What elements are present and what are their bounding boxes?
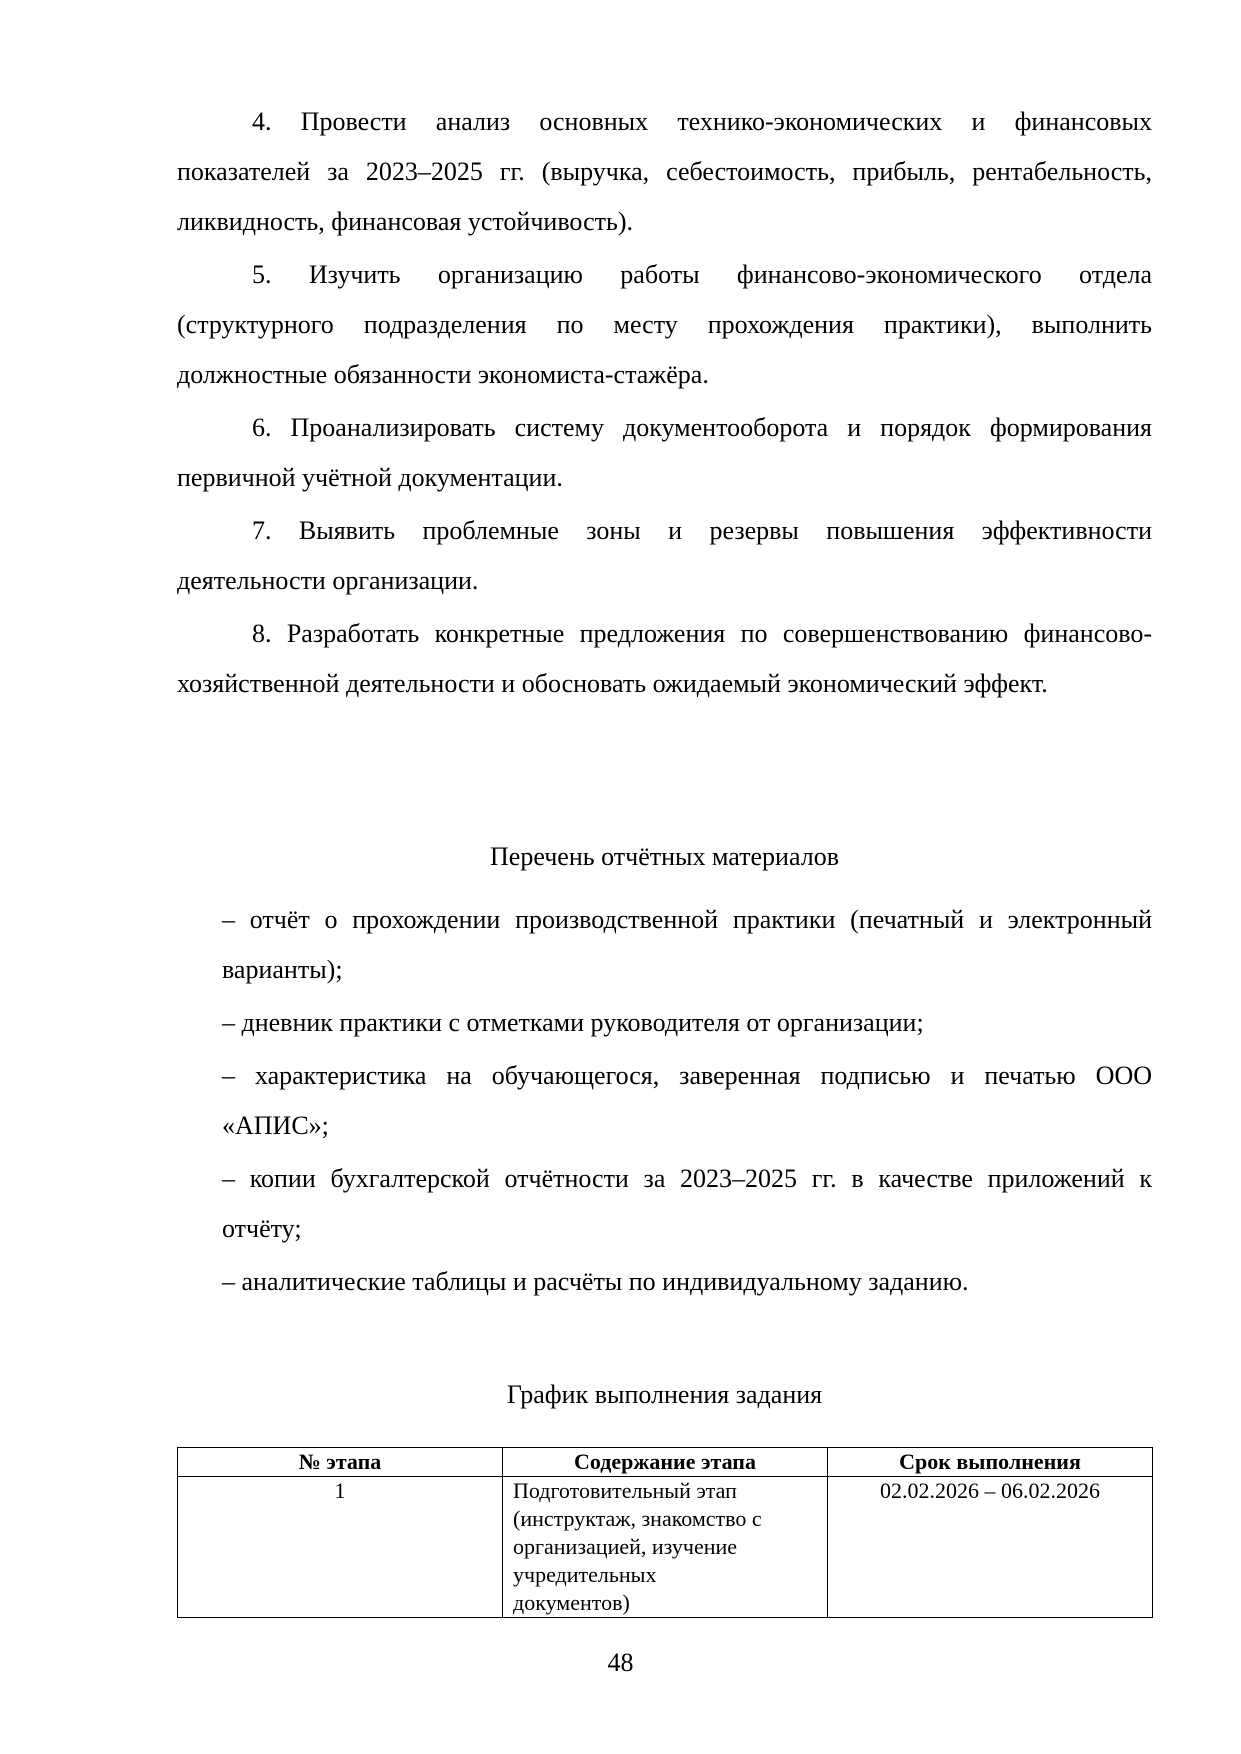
stage-content-line: организацией, изучение — [513, 1534, 738, 1559]
materials-item: – отчёт о прохождении производственной практики (печатный и электронный варианты); — [222, 905, 1152, 984]
stage-period: 02.02.2026 – 06.02.2026 — [828, 1477, 1153, 1618]
stage-content-line: Подготовительный этап — [513, 1478, 737, 1503]
stage-content-line: (инструктаж, знакомство с — [513, 1506, 762, 1531]
schedule-header-row — [178, 1448, 1153, 1477]
task-item-7: 7. Выявить проблемные зоны и резервы повышения эффективности деятельности организации. — [177, 516, 1152, 595]
task-item-8: 8. Разработать конкретные предложения по совершенствованию финансово-хозяйственной деятельности и обосновать ожидаемый экономический эффект. — [177, 619, 1152, 698]
stage-content-line: документов) — [513, 1590, 630, 1615]
materials-title: Перечень отчётных материалов — [490, 842, 839, 871]
materials-item: – характеристика на обучающегося, заверенная подписью и печатью ООО «АПИС»; — [222, 1061, 1152, 1140]
materials-item: – копии бухгалтерской отчётности за 2023–2025 гг. в качестве приложений к отчёту; — [222, 1164, 1152, 1243]
table-row — [178, 1477, 1153, 1618]
materials-list — [222, 895, 1152, 1310]
header-stage-number: № этапа — [178, 1448, 503, 1477]
materials-item: – аналитические таблицы и расчёты по индивидуальному заданию. — [222, 1267, 969, 1296]
task-item-4: 4. Провести анализ основных технико-экономических и финансовых показателей за 2023–2025 гг. (выручка, себестоимость, прибыль, рентабельность, ликвидность, финансовая устойчивость). — [177, 107, 1152, 236]
schedule-table — [177, 1447, 1153, 1618]
header-stage-content: Содержание этапа — [503, 1448, 828, 1477]
schedule-title: График выполнения задания — [506, 1380, 823, 1409]
task-list — [177, 97, 1152, 712]
stage-number: 1 — [178, 1477, 503, 1618]
task-item-5: 5. Изучить организацию работы финансово-экономического отдела (структурного подразделения по месту прохождения практики), выполнить должностные обязанности экономиста-стажёра. — [177, 260, 1152, 389]
materials-item: – дневник практики с отметками руководителя от организации; — [222, 1008, 924, 1037]
task-item-6: 6. Проанализировать систему документооборота и порядок формирования первичной учётной документации. — [177, 413, 1152, 492]
header-stage-period: Срок выполнения — [828, 1448, 1153, 1477]
stage-content — [503, 1477, 828, 1618]
stage-content-line: учредительных — [513, 1562, 657, 1587]
page-number: 48 — [607, 1648, 634, 1677]
